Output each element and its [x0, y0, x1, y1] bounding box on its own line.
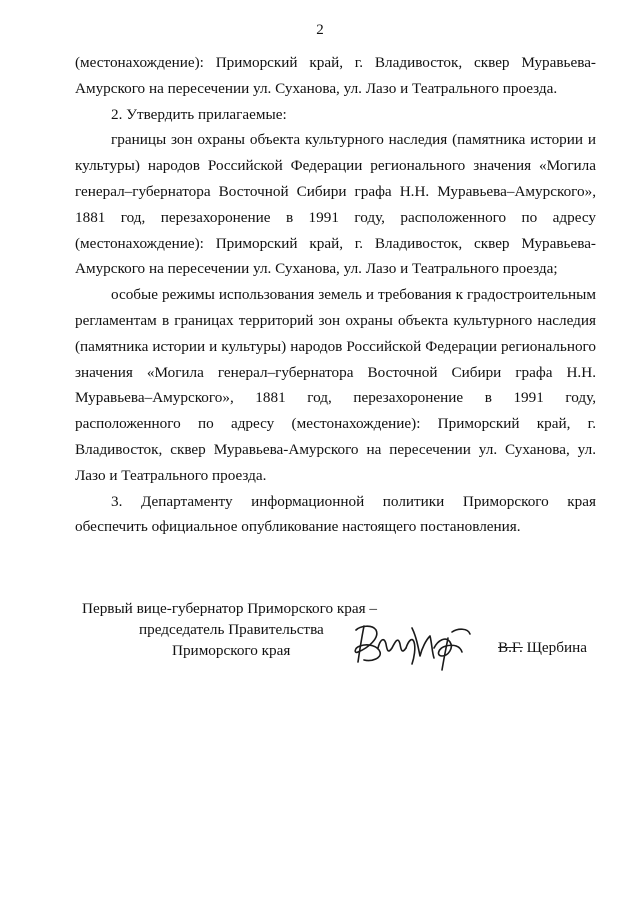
- signer-initials: В.Г.: [498, 639, 523, 656]
- document-body: [75, 50, 596, 540]
- handwritten-signature: [350, 618, 485, 673]
- paragraph-address-continuation: (местонахождение): Приморский край, г. Владивосток, сквер Муравьева-Амурского на пересечении ул. Суханова, ул. Лазо и Театрального проезда.: [75, 54, 596, 97]
- signer-surname: Щербина: [526, 639, 587, 656]
- signer-title-line-3: Приморского края: [172, 642, 291, 659]
- signature-block: [0, 600, 640, 670]
- page-number: 2: [316, 22, 324, 38]
- signer-title-line-1: Первый вице-губернатор Приморского края –: [82, 600, 377, 617]
- signer-title-line-2: председатель Правительства: [139, 621, 324, 638]
- paragraph-protection-zone-boundaries: границы зон охраны объекта культурного наследия (памятника истории и культуры) народов Российской Федерации регионального значения «Могила генерал–губернатора Восточной Сибири графа Н.Н. Муравьева–Амурского», 1881 год, перезахоронение в 1991 году, расположенного по адресу (местонахождение): Приморский край, г. Владивосток, сквер Муравьева-Амурского на пересечении ул. Суханова, ул. Лазо и Театрального проезда;: [75, 131, 596, 278]
- signer-name: [498, 639, 587, 657]
- paragraph-special-land-use-regimes: особые режимы использования земель и требования к градостроительным регламентам в границах территорий зон охраны объекта культурного наследия (памятника истории и культуры) народов Российской Федерации регионального значения «Могила генерал–губернатора Восточной Сибири графа Н.Н. Муравьева–Амурского», 1881 год, перезахоронение в 1991 году, расположенного по адресу (местонахождение): Приморский край, г. Владивосток, сквер Муравьева-Амурского на пересечении ул. Суханова, ул. Лазо и Театрального проезда.: [75, 286, 596, 484]
- paragraph-publication-instruction: 3. Департаменту информационной политики Приморского края обеспечить официальное опубликование настоящего постановления.: [75, 492, 596, 536]
- paragraph-approve-item: 2. Утвердить прилагаемые:: [111, 105, 287, 123]
